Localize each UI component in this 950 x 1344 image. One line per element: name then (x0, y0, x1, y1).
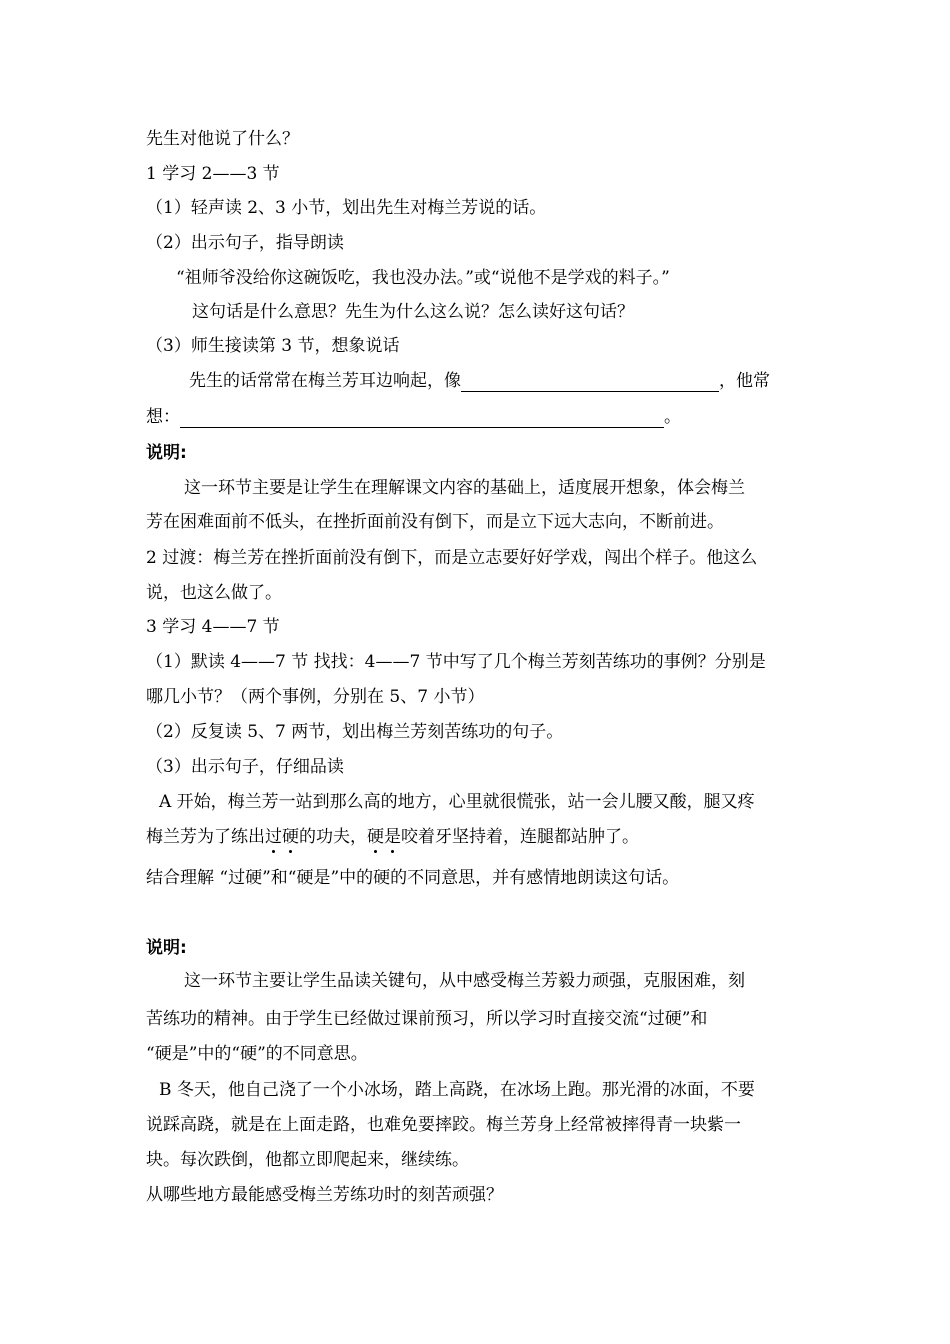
transition-line-1: 2 过渡：梅兰芳在挫折面前没有倒下，而是立志要好好学戏，闯出个样子。他这么 (146, 548, 758, 568)
imagine-text-4: 。 (664, 407, 681, 427)
note-label-2: 说明: (146, 938, 187, 958)
example-a-line-2 (146, 826, 639, 848)
example-b-line-3: 块。每次跌倒，他都立即爬起来，继续练。 (146, 1150, 469, 1170)
step-1-3: （3）师生接读第 3 节，想象说话 (146, 336, 400, 356)
quote-questions: 这句话是什么意思？先生为什么这么说？怎么读好这句话？ (192, 302, 634, 322)
emphasis-yingshi (367, 827, 401, 847)
transition-line-2: 说，也这么做了。 (146, 583, 282, 603)
imagine-line-2 (146, 406, 681, 428)
imagine-line-1 (189, 370, 770, 392)
example-a-text-1: 梅兰芳为了练出 (146, 827, 265, 847)
fill-blank-1 (461, 373, 719, 392)
step-1-1: （1）轻声读 2、3 小节，划出先生对梅兰芳说的话。 (146, 198, 547, 218)
imagine-text-2: ，他常 (719, 371, 770, 391)
example-a-line-1: A 开始，梅兰芳一站到那么高的地方，心里就很慌张，站一会儿腰又酸，腿又疼 (159, 792, 755, 812)
section-heading-1: 1 学习 2——3 节 (146, 164, 280, 184)
note-label-1: 说明: (146, 443, 187, 463)
note-2-paragraph-line-2: 苦练功的精神。由于学生已经做过课前预习，所以学习时直接交流“过硬”和 (146, 1009, 708, 1029)
final-question: 从哪些地方最能感受梅兰芳练功时的刻苦顽强？ (146, 1185, 503, 1205)
comprehension-line: 结合理解 “过硬”和“硬是”中的硬的不同意思，并有感情地朗读这句话。 (146, 868, 680, 888)
note-1-paragraph-line-2: 芳在困难面前不低头，在挫折面前没有倒下，而是立下远大志向，不断前进。 (146, 512, 724, 532)
note-2-paragraph-line-1: 这一环节主要让学生品读关键句，从中感受梅兰芳毅力顽强，克服困难，刻 (184, 971, 745, 991)
emphasis-char-1: 过 (265, 827, 282, 847)
question-line: 先生对他说了什么？ (146, 129, 299, 149)
step-3-1-line-1: （1）默读 4——7 节 找找：4——7 节中写了几个梅兰芳刻苦练功的事例？分别是 (146, 652, 766, 672)
step-3-3: （3）出示句子，仔细品读 (146, 757, 344, 777)
example-b-line-2: 说踩高跷，就是在上面走路，也难免要摔跤。梅兰芳身上经常被摔得青一块紫一 (146, 1115, 741, 1135)
step-3-2: （2）反复读 5、7 两节，划出梅兰芳刻苦练功的句子。 (146, 722, 564, 742)
section-heading-3: 3 学习 4——7 节 (146, 617, 280, 637)
example-b-line-1: B 冬天，他自己浇了一个小冰场，踏上高跷，在冰场上跑。那光滑的冰面，不要 (159, 1080, 755, 1100)
emphasis-char-3: 硬 (367, 827, 384, 847)
step-3-1-line-2: 哪几小节？（两个事例，分别在 5、7 小节） (146, 687, 485, 707)
emphasis-char-4: 是 (384, 827, 401, 847)
example-a-text-3: 咬着牙坚持着，连腿都站肿了。 (401, 827, 639, 847)
note-1-paragraph-line-1: 这一环节主要是让学生在理解课文内容的基础上，适度展开想象，体会梅兰 (184, 478, 745, 498)
imagine-text-3: 想： (146, 407, 180, 427)
emphasis-guoying (265, 827, 299, 847)
step-1-2: （2）出示句子，指导朗读 (146, 233, 344, 253)
quote-sentence: “祖师爷没给你这碗饭吃，我也没办法。”或“说他不是学戏的料子。” (176, 268, 670, 288)
imagine-text-1: 先生的话常常在梅兰芳耳边响起，像 (189, 371, 461, 391)
note-2-paragraph-line-3: “硬是”中的“硬”的不同意思。 (146, 1044, 368, 1064)
example-a-text-2: 的功夫， (299, 827, 367, 847)
fill-blank-2 (180, 409, 664, 428)
emphasis-char-2: 硬 (282, 827, 299, 847)
